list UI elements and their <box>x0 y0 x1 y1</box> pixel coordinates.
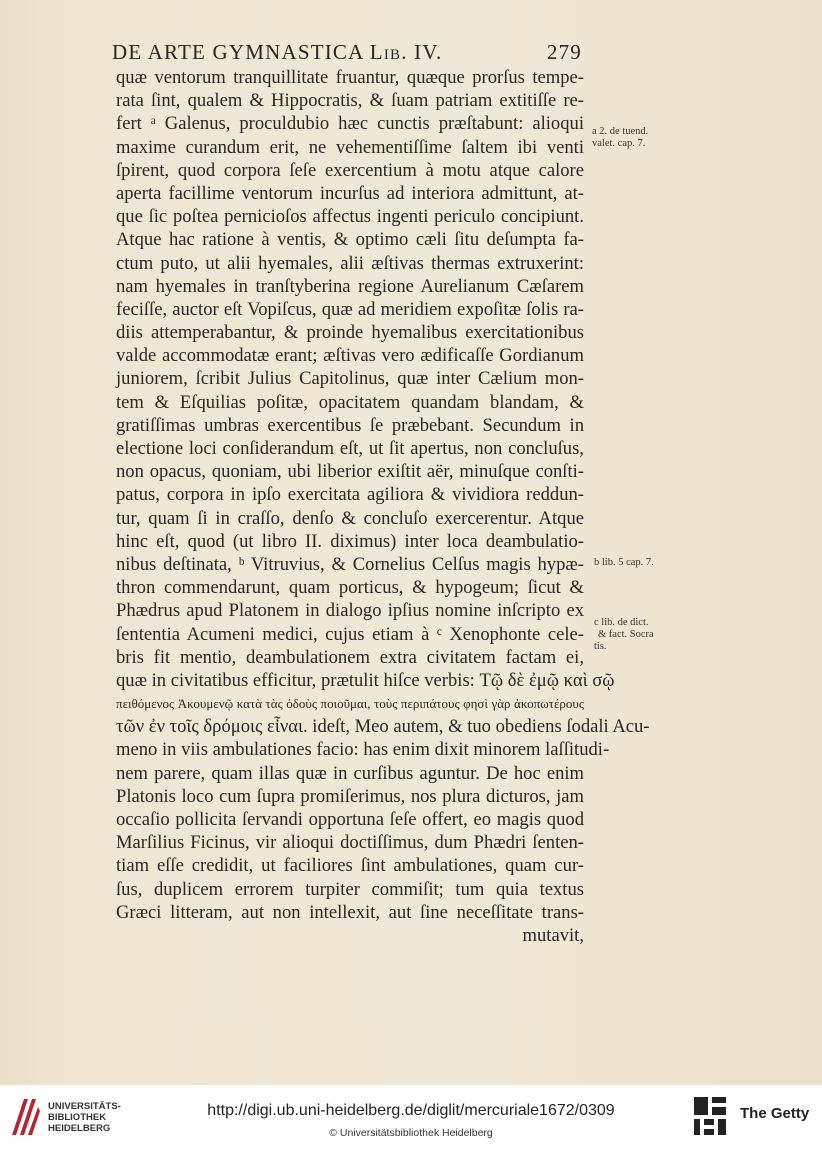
text-line: nam hyemales in tranſtyberina regione Aurelianum Cæſarem <box>116 275 584 297</box>
text-line: electione loci conſiderandum eſt, ut ſit apertus, non concluſus, <box>116 438 584 459</box>
text-line: ſententia Acumeni medici, cujus etiam à ᶜ Xenophonte cele- <box>116 623 584 645</box>
text-line: tiam eſſe credidit, ut faciliores ſint ambulationes, quam cur- <box>116 855 584 877</box>
text-line: tur, quam ſi in craſſo, denſo & concluſo exercerentur. Atque <box>116 507 584 529</box>
text-line: que ſic poſtea pernicioſos affectus ingenti periculo concipiunt. <box>116 206 584 228</box>
text-line: nibus deſtinata, ᵇ Vitruvius, & Cornelius Celſus magis hypæ- <box>116 553 584 575</box>
text-line: Græci litteram, aut non intellexit, aut ſine neceſſitate trans- <box>116 901 584 923</box>
running-title: DE ARTE GYMNASTICA Lib. IV. <box>112 40 443 64</box>
text-line: diis attemperabantur, & proinde hyemalibus exercitationibus <box>116 322 584 344</box>
university-library-logo-text[interactable]: UNIVERSITÄTS- BIBLIOTHEK HEIDELBERG <box>48 1101 121 1134</box>
text-line: Marſilius Ficinus, vir alioqui doctiſſimus, dum Phædri ſenten- <box>116 832 584 854</box>
text-line: patus, corpora in ipſo exercitata agiliora & vividiora reddun- <box>116 484 584 506</box>
text-line: valde accommodatæ erant; æſtivas vero ædificaſſe Gordianum <box>116 345 584 367</box>
text-line: gratiſſimas umbras exercentibus ſe præbebant. Secundum in <box>116 414 584 436</box>
text-line: tem & Eſquilias poſitæ, opacitatem quandam blandam, & <box>116 391 584 413</box>
text-line: feciſſe, auctor eſt Vopiſcus, quæ ad meridiem expoſitæ ſolis ra- <box>116 298 584 320</box>
text-line: ſus, duplicem errorem turpiter commiſit; tum quia textus <box>116 878 584 900</box>
text-line: rata ſint, qualem & Hippocratis, & ſuam patriam extitiſſe re- <box>116 90 584 112</box>
text-line: fert ᵃ Galenus, proculdubio hæc cunctis præſtabunt: alioqui <box>116 113 584 135</box>
getty-logo-text[interactable]: The Getty <box>740 1105 810 1122</box>
text-line: Atque hac ratione à ventis, & optimo cæli ſitu deſumpta fa- <box>116 229 584 251</box>
copyright-notice: © Universitätsbibliothek Heidelberg <box>329 1127 493 1139</box>
text-line: ctum puto, ut alii hyemales, alii æſtivas thermas extruxerint: <box>116 252 584 274</box>
text-line: nem parere, quam illas quæ in curſibus aguntur. De hoc enim <box>116 762 584 784</box>
getty-logo-icon[interactable] <box>692 1095 728 1137</box>
text-line: πειθόμενος Ἀκουμενῷ κατὰ τὰς ὁδοὺς ποιοῦμαι, τοὺς περιπάτους φησὶ γὰρ ἀκοπωτέρους <box>116 696 584 712</box>
marginal-note-c: c lib. de dict. & fact. Socra tis. <box>594 617 654 652</box>
text-line: hinc eſt, quod (ut libro II. diximus) inter loca deambulatio- <box>116 530 584 552</box>
text-line: ſpirent, quod corpora ſeſe exercentium à motu atque calore <box>116 159 584 181</box>
running-header <box>112 40 582 68</box>
text-line: non opacus, quoniam, ubi liberior exiſtit aër, minuſque conſti- <box>116 461 584 483</box>
viewer-footer <box>0 1085 822 1149</box>
text-line: Phædrus apud Platonem in dialogo ipſius nomine inſcripto ex <box>116 600 584 622</box>
text-line: thron commendarunt, quam porticus, & hypogeum; ſicut & <box>116 577 584 599</box>
document-url-link[interactable]: http://digi.ub.uni-heidelberg.de/diglit/mercuriale1672/0309 <box>207 1102 615 1119</box>
text-line: meno in viis ambulationes facio: has enim dixit minorem laſſitudi- <box>116 739 610 761</box>
text-line: bris fit mentio, deambulationem extra civitatem factam ei, <box>116 646 584 668</box>
text-line: τῶν ἐν τοῖς δρόμοις εἶναι. ideſt, Meo autem, & tuo obediens ſodali Acu- <box>116 716 650 738</box>
page-number: 279 <box>546 40 582 64</box>
text-line: quæ in civitatibus efficitur, prætulit hiſce verbis: Τῷ δὲ ἐμῷ καὶ σῷ <box>116 669 615 691</box>
text-line: quæ ventorum tranquillitate fruantur, quæque prorſus tempe- <box>116 67 584 88</box>
text-line: Platonis loco cum ſupra promiſerimus, nos plura dicturos, jam <box>116 785 584 807</box>
text-line: aperta facillime ventorum incurſus ad interiora admittunt, at- <box>116 182 584 204</box>
text-line: occaſio pollicita ſervandi opportuna ſeſe offert, eo magis quod <box>116 809 584 830</box>
text-line: mutavit, <box>522 924 584 946</box>
text-line: maxime curandum erit, ne vehementiſſime ſaltem ibi venti <box>116 136 584 158</box>
text-line: juniorem, ſcribit Julius Capitolinus, quæ inter Cælium mon- <box>116 368 584 390</box>
marginal-note-a: a 2. de tuend. valet. cap. 7. <box>592 126 649 149</box>
marginal-note-b: b lib. 5 cap. 7. <box>594 557 654 568</box>
